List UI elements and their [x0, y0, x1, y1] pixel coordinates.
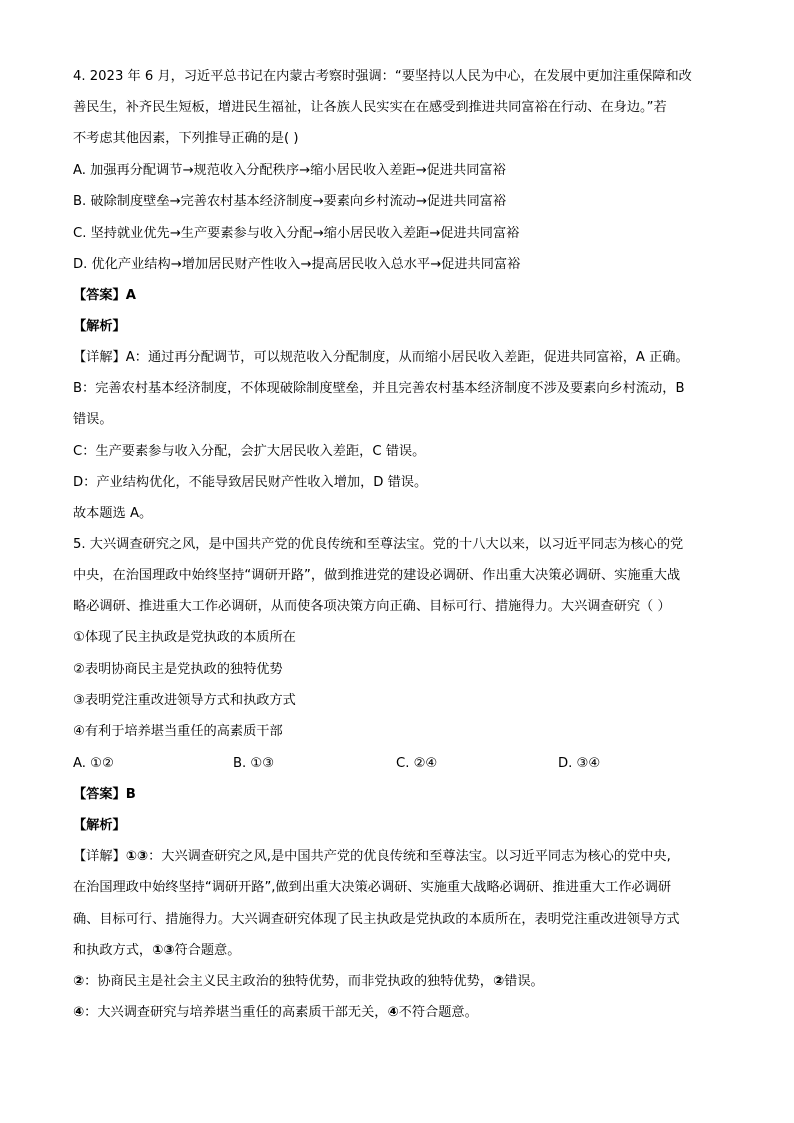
q4-stem-line-1: 4. 2023 年 6 月，习近平总书记在内蒙古考察时强调：“要坚持以人民为中心，在发展中更加注重保障和改 — [73, 69, 692, 84]
q5-detail-line-3: 确、目标可行、措施得力。大兴调查研究体现了民主执政是党执政的本质所在，表明党注重改进领导方式 — [73, 912, 680, 927]
q5-choice-c: C. ②④ — [396, 756, 438, 771]
q5-detail-text: ：大兴调查研究与培养堪当重任的高素质干部无关， — [84, 1005, 388, 1020]
q5-detail-prefix: 【详解】 — [73, 849, 126, 864]
q4-option-b: B. 破除制度壁垒→完善农村基本经济制度→要素向乡村流动→促进共同富裕 — [73, 194, 507, 209]
q5-choice-a: A. ①② — [73, 756, 114, 771]
q4-stem-line-2: 善民生，补齐民生短板，增进民生福祉，让各族人民实实在在感受到推进共同富裕在行动、在身边。”若 — [73, 100, 667, 115]
q4-detail-line-5: D：产业结构优化，不能导致居民财产性收入增加，D 错误。 — [73, 475, 428, 490]
q5-item-3: ③表明党注重改进领导方式和执政方式 — [73, 693, 296, 708]
q5-detail-text: 错误。 — [504, 974, 544, 989]
q5-detail-text: ：大兴调查研究之风,是中国共产党的优良传统和至尊法宝。以习近平同志为核心的党中央, — [148, 849, 671, 864]
q5-detail-mark: ② — [492, 974, 505, 989]
q4-option-a: A. 加强再分配调节→规范收入分配秩序→缩小居民收入差距→促进共同富裕 — [73, 163, 506, 178]
q4-option-d: D. 优化产业结构→增加居民财产性收入→提高居民收入总水平→促进共同富裕 — [73, 257, 521, 272]
q5-detail-mark: ①③ — [152, 943, 175, 958]
q5-stem-line-3: 略必调研、推进重大工作必调研，从而使各项决策方向正确、目标可行、措施得力。大兴调查研究（ ） — [73, 599, 671, 614]
q5-answer: 【答案】B — [73, 787, 136, 802]
q5-detail-line-4 — [73, 942, 240, 960]
q5-stem-line-1: 5. 大兴调查研究之风，是中国共产党的优良传统和至尊法宝。党的十八大以来，以习近平同志为核心的党 — [73, 537, 684, 552]
q5-item-1: ①体现了民主执政是党执政的本质所在 — [73, 630, 296, 645]
q5-detail-line-6 — [73, 1004, 478, 1022]
q5-detail-line-1 — [73, 848, 671, 866]
q4-analysis-heading: 【解析】 — [73, 319, 126, 334]
q5-detail-text: ：协商民主是社会主义民主政治的独特优势，而非党执政的独特优势， — [84, 974, 493, 989]
q5-choice-b: B. ①③ — [233, 756, 275, 771]
q4-option-c: C. 坚持就业优先→生产要素参与收入分配→缩小居民收入差距→促进共同富裕 — [73, 226, 520, 241]
q5-item-2: ②表明协商民主是党执政的独特优势 — [73, 662, 283, 677]
q4-stem-line-3: 不考虑其他因素，下列推导正确的是( ) — [73, 131, 299, 146]
q5-detail-mark: ④ — [387, 1005, 399, 1020]
q5-detail-mark: ② — [73, 974, 85, 989]
q5-analysis-heading: 【解析】 — [73, 818, 126, 833]
q5-detail-mark: ④ — [73, 1005, 85, 1020]
q5-stem-line-2: 中央，在治国理政中始终坚持“调研开路”，做到推进党的建设必调研、作出重大决策必调研、实施重大战 — [73, 568, 681, 583]
q4-conclusion: 故本题选 A。 — [73, 506, 153, 521]
q4-detail-line-4: C：生产要素参与收入分配，会扩大居民收入差距，C 错误。 — [73, 444, 426, 459]
q5-choice-d: D. ③④ — [558, 756, 601, 771]
q5-item-4: ④有利于培养堪当重任的高素质干部 — [73, 724, 283, 739]
q4-detail-line-1: 【详解】A：通过再分配调节，可以规范收入分配制度，从而缩小居民收入差距，促进共同富裕，A 正确。 — [73, 350, 689, 365]
q5-detail-line-5 — [73, 973, 544, 991]
q5-detail-mark: ①③ — [125, 849, 149, 864]
q5-detail-line-2: 在治国理政中始终坚持“调研开路”,做到出重大决策必调研、实施重大战略必调研、推进重大工作必调研 — [73, 880, 672, 895]
q4-detail-line-2: B：完善农村基本经济制度，不体现破除制度壁垒，并且完善农村基本经济制度不涉及要素向乡村流动，B — [73, 381, 685, 396]
q5-detail-text: 符合题意。 — [174, 943, 241, 958]
q4-answer: 【答案】A — [73, 288, 136, 303]
q4-detail-line-3: 错误。 — [73, 412, 113, 427]
q5-detail-text: 不符合题意。 — [398, 1005, 478, 1020]
q5-detail-text: 和执政方式， — [73, 943, 153, 958]
